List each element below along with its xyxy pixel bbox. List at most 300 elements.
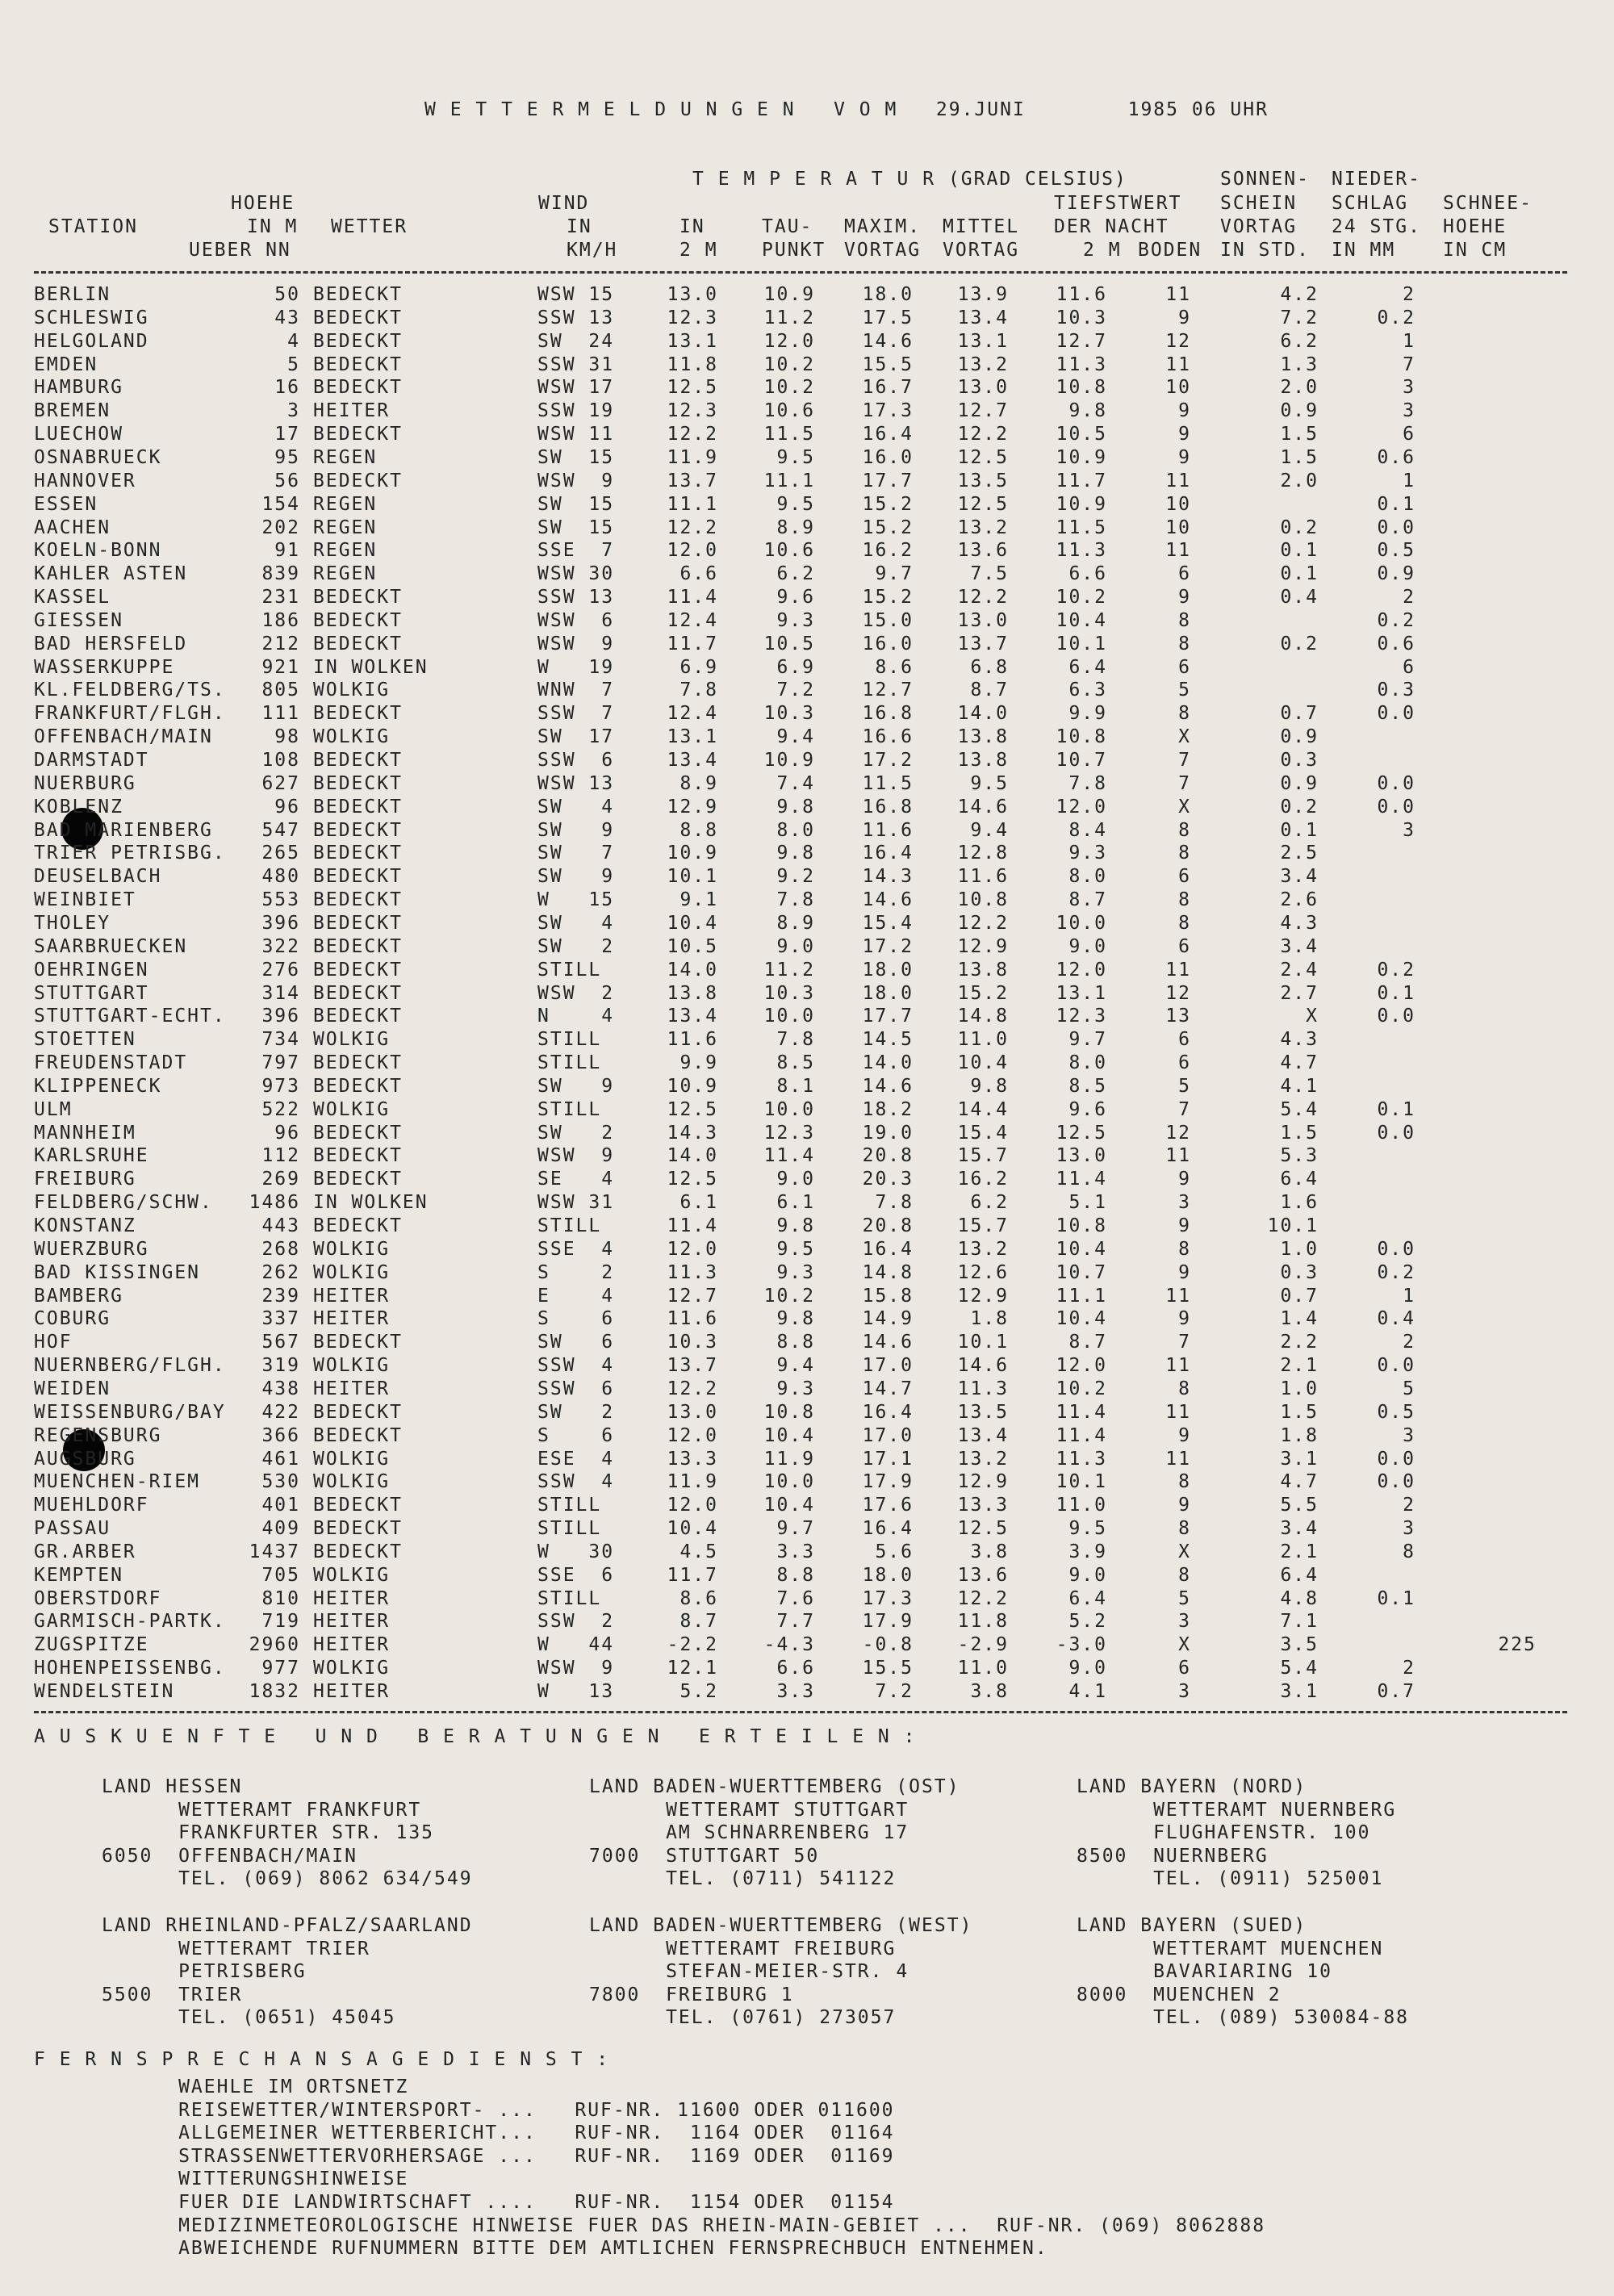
cell-name: WUERZBURG (34, 1238, 149, 1260)
cell-tief2m: 6.6 (1068, 563, 1107, 585)
cell-wetter: BEDECKT (313, 587, 403, 609)
cell-boden: X (1178, 726, 1191, 748)
cell-sonne: 6.4 (1280, 1169, 1319, 1190)
cell-wind: STILL (537, 1215, 602, 1236)
cell-sonne: 3.1 (1280, 1681, 1319, 1702)
cell-tau: 10.6 (763, 540, 815, 562)
footer-rule (34, 1711, 1567, 1713)
cell-tief2m: 10.0 (1056, 912, 1107, 934)
cell-hoehe: 567 (261, 1332, 300, 1353)
cell-tief2m: 9.0 (1068, 935, 1107, 957)
cell-t2m: 12.2 (667, 424, 718, 445)
cell-max: 19.0 (862, 1122, 914, 1144)
cell-tau: 8.9 (776, 516, 815, 538)
cell-hoehe: 276 (261, 959, 300, 981)
table-row (0, 1238, 1614, 1261)
cell-max: 17.3 (862, 1587, 914, 1609)
cell-t2m: -2.2 (667, 1634, 718, 1656)
cell-max: 18.0 (862, 959, 914, 981)
cell-tief2m: 12.0 (1056, 796, 1107, 818)
cell-max: 15.8 (862, 1285, 914, 1307)
cell-t2m: 13.4 (667, 750, 718, 771)
header-hoehe-3: UEBER NN (189, 240, 291, 261)
cell-t2m: 13.3 (667, 1448, 718, 1470)
table-row (0, 842, 1614, 864)
cell-nieder: 0.0 (1377, 516, 1415, 538)
cell-max: 14.8 (862, 1261, 914, 1283)
cell-name: HOHENPEISSENBG. (34, 1658, 226, 1679)
cell-t2m: 9.1 (679, 889, 718, 911)
cell-boden: 7 (1178, 750, 1191, 771)
cell-hoehe: 438 (261, 1378, 300, 1399)
cell-name: DARMSTADT (34, 750, 149, 771)
cell-name: KAHLER ASTEN (34, 563, 188, 585)
cell-tau: 10.0 (763, 1471, 815, 1493)
cell-tau: 9.3 (776, 1378, 815, 1399)
cell-tief2m: 10.4 (1056, 1238, 1107, 1260)
cell-boden: 10 (1165, 493, 1191, 515)
cell-tief2m: 10.8 (1056, 1215, 1107, 1236)
cell-tief2m: 10.7 (1056, 1261, 1107, 1283)
cell-nieder: 6 (1403, 424, 1415, 445)
cell-tief2m: 4.1 (1068, 1681, 1107, 1702)
cell-sonne: 4.3 (1280, 1029, 1319, 1051)
cell-sonne: 6.4 (1280, 1564, 1319, 1586)
cell-name: REGENSBURG (34, 1424, 162, 1446)
cell-max: 17.9 (862, 1611, 914, 1633)
cell-mittel: 11.8 (957, 1611, 1009, 1633)
cell-boden: 9 (1178, 1261, 1191, 1283)
cell-nieder: 0.0 (1377, 1471, 1415, 1493)
cell-wind: WSW 31 (537, 1192, 615, 1214)
cell-sonne: 2.5 (1280, 843, 1319, 864)
cell-hoehe: 108 (261, 750, 300, 771)
cell-nieder: 2 (1403, 1332, 1415, 1353)
cell-mittel: 12.5 (957, 446, 1009, 468)
cell-t2m: 11.9 (667, 446, 718, 468)
cell-sonne: 1.4 (1280, 1308, 1319, 1330)
cell-mittel: 12.5 (957, 493, 1009, 515)
table-row (0, 1587, 1614, 1610)
cell-tau: 9.6 (776, 587, 815, 609)
cell-wind: STILL (537, 1518, 602, 1540)
cell-name: KONSTANZ (34, 1215, 136, 1236)
cell-max: -0.8 (862, 1634, 914, 1656)
cell-boden: 6 (1178, 1029, 1191, 1051)
cell-wind: S 2 (537, 1261, 615, 1283)
cell-tief2m: 10.1 (1056, 633, 1107, 655)
header-wind-3: KM/H (567, 240, 618, 261)
cell-wetter: REGEN (313, 446, 378, 468)
cell-boden: 8 (1178, 912, 1191, 934)
cell-mittel: 12.2 (957, 424, 1009, 445)
header-schnee-2: HOEHE (1443, 216, 1507, 237)
cell-name: SAARBRUECKEN (34, 935, 188, 957)
cell-wetter: WOLKIG (313, 1564, 391, 1586)
cell-wind: SW 2 (537, 1401, 615, 1423)
cell-boden: 9 (1178, 1169, 1191, 1190)
cell-wetter: WOLKIG (313, 1658, 391, 1679)
cell-hoehe: 547 (261, 819, 300, 841)
cell-name: KEMPTEN (34, 1564, 123, 1586)
cell-mittel: 14.4 (957, 1098, 1009, 1120)
auskuenfte-line: WETTERAMT FRANKFURT (102, 1799, 422, 1821)
cell-wind: STILL (537, 1495, 602, 1516)
cell-hoehe: 239 (261, 1285, 300, 1307)
table-row (0, 1052, 1614, 1074)
cell-tau: 10.9 (763, 284, 815, 305)
cell-max: 17.3 (862, 400, 914, 422)
cell-tau: 11.1 (763, 470, 815, 491)
cell-wind: WSW 17 (537, 377, 615, 399)
table-row (0, 1448, 1614, 1470)
cell-t2m: 8.8 (679, 819, 718, 841)
cell-sonne: 2.6 (1280, 889, 1319, 911)
cell-hoehe: 337 (261, 1308, 300, 1330)
cell-nieder: 3 (1403, 1424, 1415, 1446)
cell-hoehe: 810 (261, 1587, 300, 1609)
cell-wind: WSW 9 (537, 1145, 615, 1167)
cell-boden: 8 (1178, 703, 1191, 725)
cell-wetter: IN WOLKEN (313, 1192, 429, 1214)
cell-tau: 10.8 (763, 1401, 815, 1423)
cell-t2m: 13.7 (667, 470, 718, 491)
cell-mittel: 13.2 (957, 1238, 1009, 1260)
cell-sonne: 5.4 (1280, 1658, 1319, 1679)
cell-mittel: 15.7 (957, 1145, 1009, 1167)
cell-sonne: 0.3 (1280, 1261, 1319, 1283)
cell-nieder: 0.0 (1377, 796, 1415, 818)
cell-sonne: 0.9 (1280, 400, 1319, 422)
cell-boden: 8 (1178, 843, 1191, 864)
cell-mittel: 12.6 (957, 1261, 1009, 1283)
table-row (0, 470, 1614, 492)
table-row (0, 376, 1614, 399)
cell-max: 11.5 (862, 772, 914, 794)
cell-mittel: 13.0 (957, 377, 1009, 399)
cell-wetter: BEDECKT (313, 307, 403, 328)
cell-t2m: 13.8 (667, 982, 718, 1004)
cell-tau: 9.5 (776, 446, 815, 468)
cell-mittel: 15.2 (957, 982, 1009, 1004)
cell-tief2m: 12.0 (1056, 1355, 1107, 1377)
cell-max: 16.4 (862, 1518, 914, 1540)
cell-wetter: HEITER (313, 1378, 391, 1399)
fernsprech-line: MEDIZINMETEOROLOGISCHE HINWEISE FUER DAS RHEIN-MAIN-GEBIET ... RUF-NR. (069) 8062888 (102, 2214, 1266, 2236)
cell-boden: 5 (1178, 1075, 1191, 1097)
cell-wind: ESE 4 (537, 1448, 615, 1470)
cell-wind: WSW 9 (537, 470, 615, 491)
cell-name: NUERBURG (34, 772, 136, 794)
cell-sonne: 1.0 (1280, 1378, 1319, 1399)
cell-hoehe: 154 (261, 493, 300, 515)
cell-t2m: 10.5 (667, 935, 718, 957)
cell-boden: 11 (1165, 540, 1191, 562)
cell-t2m: 12.3 (667, 400, 718, 422)
cell-max: 14.3 (862, 866, 914, 888)
cell-tau: 7.8 (776, 889, 815, 911)
cell-tief2m: 9.9 (1068, 703, 1107, 725)
cell-wind: SSW 19 (537, 400, 615, 422)
header-sonne-1: SONNEN- (1220, 169, 1310, 190)
cell-nieder: 6 (1403, 656, 1415, 678)
cell-hoehe: 4 (287, 330, 300, 352)
table-row (0, 539, 1614, 562)
table-row (0, 307, 1614, 329)
cell-boden: 5 (1178, 1587, 1191, 1609)
cell-tief2m: 9.8 (1068, 400, 1107, 422)
cell-mittel: 13.8 (957, 750, 1009, 771)
cell-boden: 11 (1165, 284, 1191, 305)
cell-sonne: 5.5 (1280, 1495, 1319, 1516)
header-tief-3: 2 M (1083, 240, 1122, 261)
cell-t2m: 12.4 (667, 703, 718, 725)
cell-tau: 11.2 (763, 307, 815, 328)
cell-max: 12.7 (862, 680, 914, 701)
cell-tau: 11.2 (763, 959, 815, 981)
cell-name: OEHRINGEN (34, 959, 149, 981)
cell-mittel: 6.2 (970, 1192, 1009, 1214)
fernsprech-line: STRASSENWETTERVORHERSAGE ... RUF-NR. 1169 ODER 01169 (102, 2145, 895, 2167)
table-row (0, 1168, 1614, 1190)
cell-max: 16.4 (862, 1238, 914, 1260)
cell-wetter: IN WOLKEN (313, 656, 429, 678)
cell-wetter: BEDECKT (313, 377, 403, 399)
cell-max: 16.0 (862, 633, 914, 655)
cell-sonne: 0.2 (1280, 796, 1319, 818)
table-row (0, 935, 1614, 958)
cell-t2m: 11.7 (667, 633, 718, 655)
cell-boden: 10 (1165, 516, 1191, 538)
cell-nieder: 2 (1403, 1658, 1415, 1679)
cell-boden: 12 (1165, 330, 1191, 352)
cell-t2m: 11.3 (667, 1261, 718, 1283)
cell-wind: STILL (537, 1052, 602, 1074)
cell-tau: 9.3 (776, 1261, 815, 1283)
cell-boden: 11 (1165, 353, 1191, 375)
cell-wetter: BEDECKT (313, 819, 403, 841)
cell-nieder: 0.4 (1377, 1308, 1415, 1330)
cell-max: 14.5 (862, 1029, 914, 1051)
cell-t2m: 11.9 (667, 1471, 718, 1493)
cell-tief2m: 10.4 (1056, 1308, 1107, 1330)
cell-tau: 8.1 (776, 1075, 815, 1097)
cell-wind: SW 6 (537, 1332, 615, 1353)
table-row (0, 889, 1614, 911)
cell-wetter: BEDECKT (313, 703, 403, 725)
cell-tief2m: 11.3 (1056, 353, 1107, 375)
cell-t2m: 6.1 (679, 1192, 718, 1214)
cell-wetter: BEDECKT (313, 959, 403, 981)
cell-sonne: 0.9 (1280, 726, 1319, 748)
cell-tau: 10.2 (763, 377, 815, 399)
cell-nieder: 0.1 (1377, 493, 1415, 515)
cell-boden: 7 (1178, 772, 1191, 794)
cell-wind: SW 4 (537, 796, 615, 818)
cell-wind: SSW 4 (537, 1471, 615, 1493)
cell-boden: 8 (1178, 1564, 1191, 1586)
cell-sonne: 1.5 (1280, 446, 1319, 468)
cell-wetter: BEDECKT (313, 866, 403, 888)
table-row (0, 819, 1614, 842)
cell-wind: SSW 13 (537, 587, 615, 609)
cell-mittel: 13.3 (957, 1495, 1009, 1516)
page-title: W E T T E R M E L D U N G E N V O M 29.JUNI 1985 06 UHR (424, 99, 1269, 120)
cell-hoehe: 530 (261, 1471, 300, 1493)
auskuenfte-line: TEL. (0651) 45045 (102, 2007, 396, 2029)
cell-name: BAD MARIENBERG (34, 819, 213, 841)
cell-tau: 9.8 (776, 1215, 815, 1236)
cell-name: FRANKFURT/FLGH. (34, 703, 226, 725)
cell-boden: 6 (1178, 866, 1191, 888)
cell-tau: 9.2 (776, 866, 815, 888)
cell-tief2m: 10.9 (1056, 493, 1107, 515)
cell-tief2m: 9.0 (1068, 1658, 1107, 1679)
cell-sonne: 4.7 (1280, 1052, 1319, 1074)
cell-name: STUTTGART (34, 982, 149, 1004)
cell-max: 16.6 (862, 726, 914, 748)
cell-hoehe: 396 (261, 912, 300, 934)
cell-t2m: 11.6 (667, 1308, 718, 1330)
cell-hoehe: 2960 (249, 1634, 300, 1656)
cell-boden: 9 (1178, 1215, 1191, 1236)
cell-hoehe: 734 (261, 1029, 300, 1051)
fernsprech-line: ALLGEMEINER WETTERBERICHT... RUF-NR. 1164 ODER 01164 (102, 2122, 895, 2144)
cell-wind: SSW 6 (537, 1378, 615, 1399)
cell-tau: 8.8 (776, 1564, 815, 1586)
auskuenfte-line: WETTERAMT TRIER (102, 1938, 370, 1959)
cell-wind: WSW 9 (537, 1658, 615, 1679)
cell-hoehe: 269 (261, 1169, 300, 1190)
cell-mittel: 13.1 (957, 330, 1009, 352)
cell-mittel: 12.9 (957, 935, 1009, 957)
cell-boden: 11 (1165, 1145, 1191, 1167)
cell-nieder: 0.9 (1377, 563, 1415, 585)
cell-sonne: 3.4 (1280, 866, 1319, 888)
table-row (0, 1215, 1614, 1237)
cell-sonne: 6.2 (1280, 330, 1319, 352)
header-hoehe-2: IN M (247, 216, 299, 237)
cell-t2m: 13.0 (667, 284, 718, 305)
cell-max: 17.1 (862, 1448, 914, 1470)
table-row (0, 516, 1614, 539)
auskuenfte-line: BAVARIARING 10 (1077, 1961, 1332, 1983)
cell-boden: 9 (1178, 1495, 1191, 1516)
cell-wetter: BEDECKT (313, 982, 403, 1004)
cell-t2m: 12.0 (667, 1495, 718, 1516)
cell-tief2m: 10.1 (1056, 1471, 1107, 1493)
header-in2m-2: 2 M (679, 240, 718, 261)
cell-tau: 12.0 (763, 330, 815, 352)
header-sonne-2: SCHEIN (1220, 193, 1298, 214)
cell-mittel: 14.8 (957, 1006, 1009, 1027)
cell-nieder: 3 (1403, 377, 1415, 399)
auskuenfte-line: WETTERAMT MUENCHEN (1077, 1938, 1384, 1959)
auskuenfte-heading: A U S K U E N F T E U N D B E R A T U N G E N E R T E I L E N : (34, 1726, 917, 1747)
cell-wind: E 4 (537, 1285, 615, 1307)
cell-sonne: 5.4 (1280, 1098, 1319, 1120)
table-row (0, 1191, 1614, 1214)
cell-boden: 3 (1178, 1611, 1191, 1633)
cell-name: WASSERKUPPE (34, 656, 175, 678)
cell-t2m: 6.6 (679, 563, 718, 585)
fernsprech-line: FUER DIE LANDWIRTSCHAFT .... RUF-NR. 1154 ODER 01154 (102, 2192, 895, 2213)
cell-t2m: 12.3 (667, 307, 718, 328)
header-sonne-3: VORTAG (1220, 216, 1298, 237)
table-row (0, 562, 1614, 585)
cell-tief2m: 10.5 (1056, 424, 1107, 445)
cell-max: 15.4 (862, 912, 914, 934)
cell-t2m: 12.1 (667, 1658, 718, 1679)
cell-tief2m: 11.4 (1056, 1169, 1107, 1190)
cell-max: 17.9 (862, 1471, 914, 1493)
table-row (0, 586, 1614, 609)
cell-tief2m: 8.4 (1068, 819, 1107, 841)
cell-tau: -4.3 (763, 1634, 815, 1656)
cell-boden: 8 (1178, 1471, 1191, 1493)
cell-wind: SSE 6 (537, 1564, 615, 1586)
cell-wetter: BEDECKT (313, 1145, 403, 1167)
cell-tau: 9.5 (776, 493, 815, 515)
cell-sonne: 1.0 (1280, 1238, 1319, 1260)
header-in2m-1: IN (679, 216, 705, 237)
table-row (0, 982, 1614, 1005)
header-nieder-3: 24 STG. (1332, 216, 1421, 237)
cell-t2m: 11.6 (667, 1029, 718, 1051)
cell-tief2m: 6.4 (1068, 656, 1107, 678)
cell-nieder: 0.2 (1377, 307, 1415, 328)
cell-wind: SSW 2 (537, 1611, 615, 1633)
table-row (0, 399, 1614, 422)
cell-nieder: 2 (1403, 1495, 1415, 1516)
cell-tau: 9.8 (776, 796, 815, 818)
cell-wind: WSW 11 (537, 424, 615, 445)
cell-boden: 11 (1165, 1355, 1191, 1377)
cell-tau: 9.4 (776, 726, 815, 748)
cell-nieder: 0.6 (1377, 446, 1415, 468)
cell-nieder: 0.0 (1377, 1238, 1415, 1260)
cell-wetter: BEDECKT (313, 1518, 403, 1540)
table-row (0, 1005, 1614, 1027)
cell-name: EMDEN (34, 353, 98, 375)
cell-tau: 9.8 (776, 1308, 815, 1330)
cell-tief2m: 9.0 (1068, 1564, 1107, 1586)
cell-tau: 8.5 (776, 1052, 815, 1074)
header-station: STATION (48, 216, 138, 237)
cell-max: 17.5 (862, 307, 914, 328)
cell-mittel: 16.2 (957, 1169, 1009, 1190)
cell-max: 17.2 (862, 935, 914, 957)
cell-nieder: 8 (1403, 1541, 1415, 1562)
cell-boden: 9 (1178, 1308, 1191, 1330)
cell-wetter: REGEN (313, 540, 378, 562)
cell-wetter: BEDECKT (313, 1052, 403, 1074)
cell-wetter: HEITER (313, 1285, 391, 1307)
table-row (0, 1401, 1614, 1424)
cell-tau: 3.3 (776, 1681, 815, 1702)
auskuenfte-line: PETRISBERG (102, 1961, 307, 1983)
cell-name: KASSEL (34, 587, 111, 609)
auskuenfte-line: 7000 STUTTGART 50 (589, 1845, 820, 1867)
cell-mittel: 12.9 (957, 1285, 1009, 1307)
cell-wetter: BEDECKT (313, 1006, 403, 1027)
cell-wind: WSW 15 (537, 284, 615, 305)
cell-tau: 9.5 (776, 1238, 815, 1260)
cell-max: 14.9 (862, 1308, 914, 1330)
cell-t2m: 7.8 (679, 680, 718, 701)
cell-hoehe: 268 (261, 1238, 300, 1260)
header-maxim-2: VORTAG (844, 240, 922, 261)
